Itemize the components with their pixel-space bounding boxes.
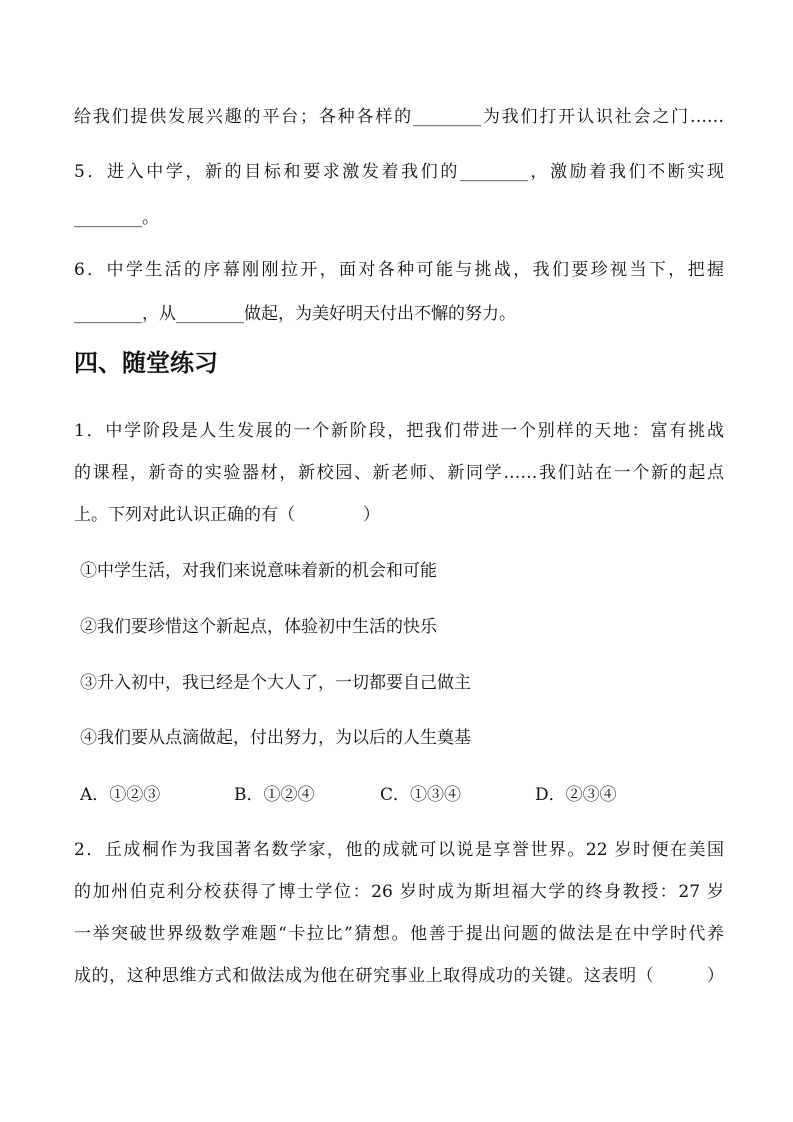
option-b: B．①②④: [234, 785, 315, 805]
question-1-line-1: 1．中学阶段是人生发展的一个新阶段，把我们带进一个别样的天地：富有挑战: [74, 421, 724, 441]
question-2-line-4: 成的，这种思维方式和做法成为他在研究事业上取得成功的关键。这表明（ ）: [74, 966, 724, 986]
question-2-line-2: 的加州伯克利分校获得了博士学位：26 岁时成为斯坦福大学的终身教授：27 岁: [74, 882, 724, 902]
statement-4: ④我们要从点滴做起，付出努力，为以后的人生奠基: [80, 728, 471, 748]
option-c: C．①③④: [380, 785, 462, 805]
answer-options: [80, 784, 730, 806]
statement-3: ③升入初中，我已经是个大人了，一切都要自己做主: [80, 673, 471, 693]
statement-2: ②我们要珍惜这个新起点，体验初中生活的快乐: [80, 617, 437, 637]
option-d: D．②③④: [535, 785, 617, 805]
question-5-line-1: 5．进入中学，新的目标和要求激发着我们的________，激励着我们不断实现: [74, 162, 724, 182]
question-2-line-1: 2．丘成桐作为我国著名数学家，他的成就可以说是享誉世界。22 岁时便在美国: [74, 840, 724, 860]
question-6-line-2: ________，从________做起，为美好明天付出不懈的努力。: [74, 304, 516, 324]
option-a: A．①②③: [80, 785, 161, 805]
question-5-line-2: ________。: [74, 208, 159, 228]
question-1-line-2: 的课程，新奇的实验器材，新校园、新老师、新同学……我们站在一个新的起点: [74, 463, 724, 483]
question-1-line-3: 上。下列对此认识正确的有（ ）: [74, 505, 380, 525]
section-heading: 四、随堂练习: [74, 349, 218, 377]
question-6-line-1: 6．中学生活的序幕刚刚拉开，面对各种可能与挑战，我们要珍视当下，把握: [74, 260, 724, 280]
fill-in-line: 给我们提供发展兴趣的平台；各种各样的________为我们打开认识社会之门……: [74, 107, 724, 127]
question-2-line-3: 一举突破世界级数学难题“卡拉比”猜想。他善于提出问题的做法是在中学时代养: [74, 924, 724, 944]
statement-1: ①中学生活，对我们来说意味着新的机会和可能: [80, 561, 437, 581]
